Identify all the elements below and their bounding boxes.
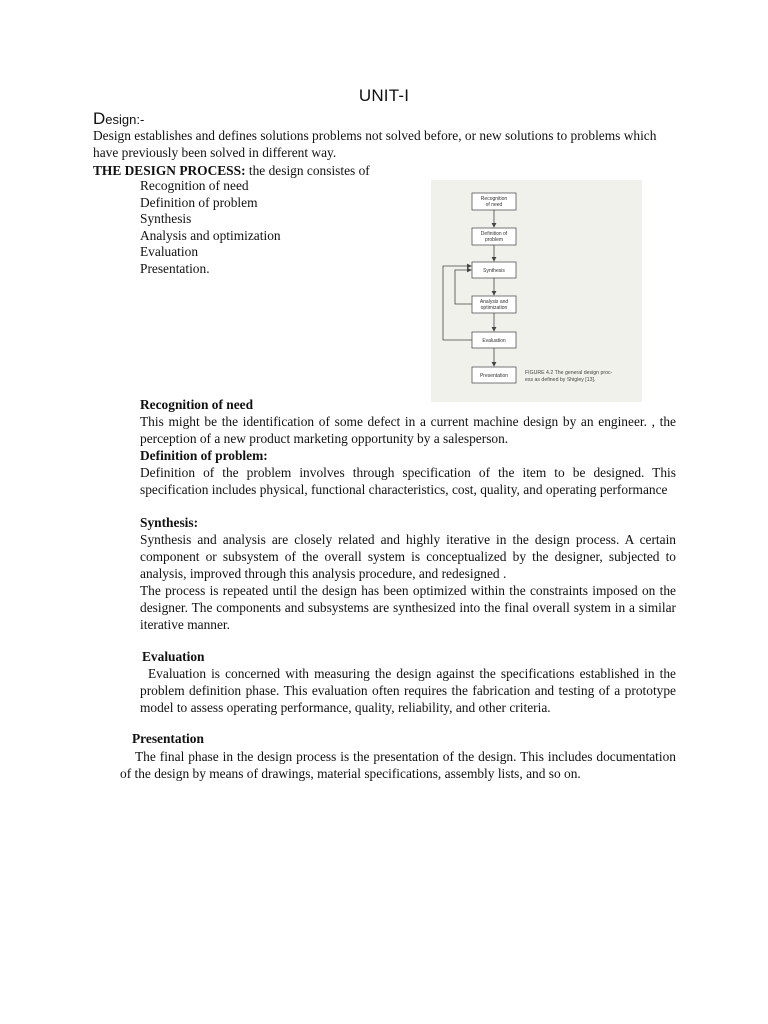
section-body: Evaluation is concerned with measuring the design against the specifications established in the problem definition phase. This evaluation often requires the fabrication and testing of a prototype model to assess operating performance, quality, reliability, and other criteria. [140, 666, 676, 715]
section-synthesis [140, 514, 676, 633]
flow-label: optimization [480, 305, 508, 311]
section-heading: Recognition of need [140, 397, 254, 412]
design-process-figure [431, 180, 642, 402]
flow-label: problem [484, 237, 504, 243]
section-body: The process is repeated until the design has been optimized within the constraints imposed on the designer. The components and subsystems are synthesized into the final overall system in a similar iterative manner. [140, 583, 676, 632]
section-body: Definition of the problem involves through specification of the item to be designed. This specification includes physical, functional characteristics, cost, quality, and operating performance [140, 465, 676, 497]
flow-label: Recognition [480, 196, 508, 202]
design-process-line [93, 162, 370, 179]
flow-feedback-inner [455, 270, 472, 304]
design-heading-rest: esign:- [105, 112, 145, 127]
flow-label: Presentation [479, 373, 509, 379]
design-process-label: THE DESIGN PROCESS: [93, 163, 246, 178]
flow-label: of need [485, 202, 503, 208]
step-item: Evaluation [140, 244, 199, 260]
design-steps-list [140, 178, 281, 278]
section-recognition [140, 396, 676, 447]
flow-label: Analysis and [479, 299, 509, 305]
flow-label: Definition of [480, 231, 508, 237]
section-heading: Synthesis: [140, 515, 199, 530]
step-item: Presentation. [140, 260, 210, 276]
flow-label: Synthesis [483, 268, 505, 274]
section-presentation [120, 748, 676, 782]
step-item: Recognition of need [140, 178, 249, 193]
section-evaluation [140, 648, 676, 716]
figure-caption-line: ess as defined by Shigley [13]. [525, 377, 596, 383]
section-body: The final phase in the design process is the presentation of the design. This includes documentation of the design by means of drawings, material specifications, assembly lists, and so on. [120, 749, 676, 781]
design-heading-initial: D [93, 109, 106, 128]
section-heading: Evaluation [142, 649, 205, 664]
step-item: Analysis and optimization [140, 227, 281, 243]
flowchart-svg [431, 180, 642, 402]
flow-feedback-outer [443, 266, 472, 340]
figure-caption-line: FIGURE 4.2 The general design proc- [525, 370, 613, 376]
design-heading [93, 109, 144, 129]
section-body: Synthesis and analysis are closely related and highly iterative in the design process. A certain component or subsystem of the overall system is conceptualized by the designer, subjected to analysis, improved through this analysis procedure, and redesigned . [140, 532, 676, 581]
section-heading-presentation: Presentation [132, 731, 204, 746]
step-item: Synthesis [140, 211, 192, 227]
step-item: Definition of problem [140, 194, 258, 210]
section-definition [140, 447, 676, 498]
page-title: UNIT-I [358, 86, 410, 105]
design-process-text: the design consistes of [245, 163, 370, 178]
flow-label: Evaluation [482, 338, 506, 344]
intro-paragraph: Design establishes and defines solutions problems not solved before, or new solutions to problems which have previously been solved in different way. [93, 128, 657, 160]
section-heading: Definition of problem: [140, 448, 268, 463]
section-body: This might be the identification of some defect in a current machine design by an engineer. , the perception of a new product marketing opportunity by a salesperson. [140, 414, 676, 446]
